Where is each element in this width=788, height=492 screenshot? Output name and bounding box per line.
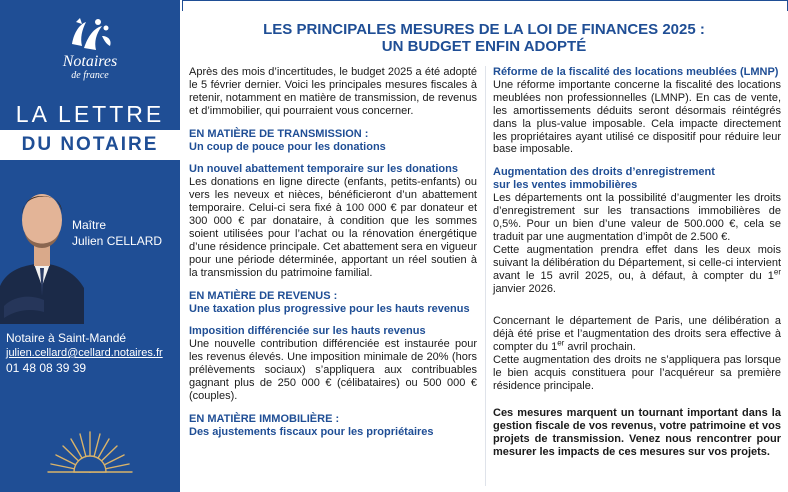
article-title-line1: LES PRINCIPALES MESURES DE LA LOI DE FINANCES 2025 :: [263, 21, 705, 38]
newsletter-title-top: LA LETTRE: [15, 101, 165, 127]
section-subtitle-transmission: Un coup de pouce pour les donations: [189, 140, 386, 153]
article-title: [180, 21, 788, 55]
section-heading-transmission: EN MATIÈRE DE TRANSMISSION :: [189, 127, 369, 140]
conclusion-paragraph: Ces mesures marquent un tournant important dans la gestion fiscale de vos revenus, votre patrimoine et vos projets de transmission. Venez nous rencontrer pour mesurer les impacts de ces mesures sur vos projets.: [493, 406, 781, 458]
notary-name: Julien CELLARD: [72, 234, 163, 248]
logo-subtitle: de france: [71, 70, 109, 81]
subsection-heading-abattement: Un nouvel abattement temporaire sur les donations: [189, 163, 458, 176]
paragraph-imposition: Une nouvelle contribution différenciée est instaurée pour les revenus élevés. Une imposition minimale de 20% (hors prélèvements sociaux) s’appliquera aux contribuables gagnant plus de 250 000 € (célibataires) ou 500 000 € (couples).: [189, 338, 477, 402]
paragraph-lmnp: Une réforme importante concerne la fiscalité des locations meublées non professionnelles (LMNP). En cas de vente, les amortissements déduits seront désormais réintégrés dans la plus-value imposable. Cela impacte directement les propriétaires ayant utilisé ce dispositif pour réduire leur base imposable.: [493, 78, 781, 156]
article-column-left: [189, 66, 477, 439]
subsection-heading-imposition: Imposition différenciée sur les hauts revenus: [189, 325, 426, 338]
paragraph-paris: Concernant le département de Paris, une délibération a déjà été prise et l’augmentation des droits sera effective à compter du 1er avril prochain.: [493, 315, 781, 354]
paragraph-droits-effet: Cette augmentation prendra effet dans les deux mois suivant la délibération du Département, si celle-ci intervient avant le 15 avril 2025, ou, à défaut, à compter du 1er janvier 2026.: [493, 243, 781, 295]
newsletter-title-band: DU NOTAIRE: [0, 130, 180, 160]
notary-phone: 01 48 08 39 39: [6, 361, 87, 375]
sidebar: [0, 0, 180, 492]
column-divider: [485, 66, 486, 486]
sunburst-icon: [44, 426, 136, 476]
notary-title: Maître: [72, 218, 107, 232]
section-heading-immobiliere: EN MATIÈRE IMMOBILIÈRE :: [189, 412, 340, 425]
notary-location: Notaire à Saint-Mandé: [6, 331, 127, 345]
subsection-heading-droits-line1: Augmentation des droits d’enregistrement: [493, 166, 715, 179]
header-frame-line: [182, 0, 788, 11]
intro-paragraph: Après des mois d’incertitudes, le budget 2025 a été adopté le 5 février dernier. Voici les principales mesures fiscales à retenir, notamment en matière de transmission, de revenus et d’immobilier, qui pourraient vous concerner.: [189, 66, 477, 117]
subsection-heading-droits-line2: sur les ventes immobilières: [493, 179, 638, 192]
section-subtitle-revenus: Une taxation plus progressive pour les hauts revenus: [189, 302, 470, 315]
notaires-logo-icon: [62, 14, 118, 54]
subsection-heading-lmnp: Réforme de la fiscalité des locations meublées (LMNP): [493, 66, 779, 78]
logo-wordmark: Notaires: [62, 53, 118, 70]
paragraph-abattement: Les donations en ligne directe (enfants, petits-enfants) ou vers les neveux et nièces, bénéficieront d’un abattement temporaire. Celui-ci sera fixé à 100 000 € par donateur et 300 000 € par donataire, à condition que les sommes soient utilisées pour l’achat ou la rénovation énergétique d’une résidence principale. Cet abattement sera en vigueur pour une période déterminée, apportant un réel soutien à la transmission du patrimoine familial.: [189, 176, 478, 279]
notary-email-link[interactable]: julien.cellard@cellard.notaires.fr: [6, 347, 163, 359]
paragraph-droits: Les départements ont la possibilité d’augmenter les droits d’enregistrement sur les transactions immobilières de 0,5%. Pour un bien d’une valeur de 500.000 €, cela se traduit par une augmentation d’impôt de 2.500 €.: [493, 192, 781, 243]
article-title-line2: UN BUDGET ENFIN ADOPTÉ: [381, 38, 587, 55]
article-column-right: [493, 66, 781, 468]
section-subtitle-immobiliere: Des ajustements fiscaux pour les propriétaires: [189, 425, 434, 438]
section-heading-revenus: EN MATIÈRE DE REVENUS :: [189, 289, 338, 302]
paragraph-residence-principale: Cette augmentation des droits ne s’appliquera pas lorsque le bien acquis constituera pour l’acquéreur sa première résidence principale.: [493, 354, 781, 392]
